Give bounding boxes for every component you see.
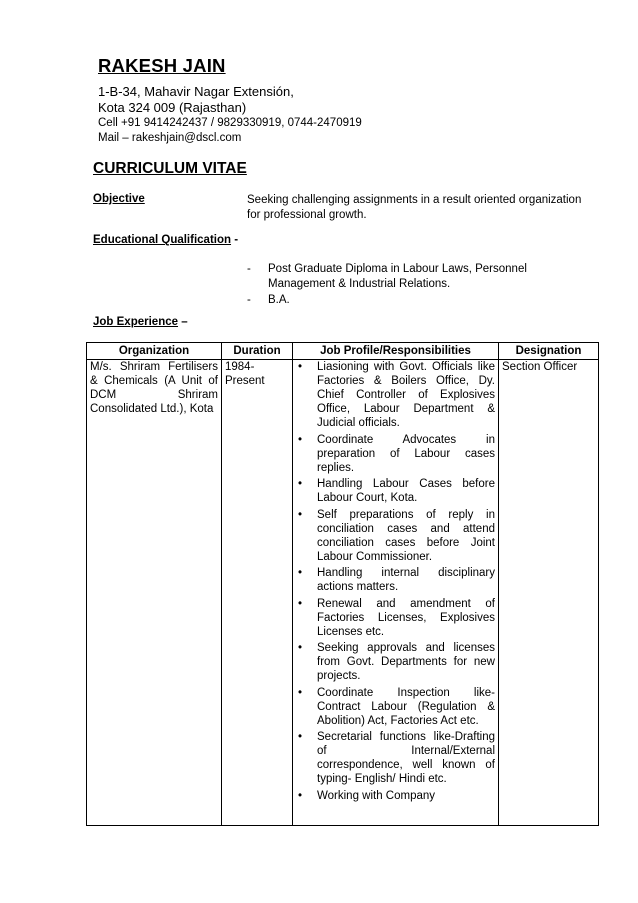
bullet-marker: • bbox=[298, 789, 303, 802]
mail-line: Mail – rakeshjain@dscl.com bbox=[98, 132, 242, 144]
list-item bbox=[296, 597, 495, 639]
list-item-text: Renewal and amendment of Factories Licenses, Explosives Licenses etc. bbox=[317, 597, 495, 638]
designation-cell: Section Officer bbox=[499, 360, 599, 826]
list-item-text: Coordinate Advocates in preparation of Labour cases replies. bbox=[317, 433, 495, 474]
bullet-marker: • bbox=[298, 731, 303, 743]
bullet-marker: • bbox=[298, 478, 303, 490]
experience-label bbox=[93, 316, 188, 328]
candidate-name: RAKESH JAIN bbox=[98, 55, 226, 76]
list-item bbox=[296, 686, 495, 728]
education-item-text: Post Graduate Diploma in Labour Laws, Personnel Management & Industrial Relations. bbox=[268, 263, 527, 290]
list-item bbox=[296, 641, 495, 683]
duration-cell: 1984-Present bbox=[222, 360, 293, 826]
list-item bbox=[296, 789, 495, 803]
bullet-marker: • bbox=[298, 642, 303, 654]
objective-label-text: Objective bbox=[93, 193, 145, 205]
objective-label bbox=[93, 193, 145, 205]
education-item bbox=[247, 262, 568, 292]
column-header-designation: Designation bbox=[499, 343, 599, 360]
dash-marker: - bbox=[247, 294, 251, 306]
list-item-text: Secretarial functions like-Drafting of Internal/External correspondence, well known of typing- English/ Hindi etc. bbox=[317, 731, 495, 785]
responsibilities-clip bbox=[296, 360, 495, 825]
education-list bbox=[247, 262, 568, 308]
responsibilities-list bbox=[296, 360, 495, 803]
list-item bbox=[296, 360, 495, 430]
education-label-text: Educational Qualification bbox=[93, 234, 232, 246]
bullet-marker: • bbox=[298, 361, 303, 373]
column-header-duration: Duration bbox=[222, 343, 293, 360]
dash-marker: - bbox=[247, 263, 251, 275]
address-line-2: Kota 324 009 (Rajasthan) bbox=[98, 100, 247, 115]
education-label-suffix: - bbox=[231, 234, 239, 246]
education-label bbox=[93, 234, 238, 246]
cv-title: CURRICULUM VITAE bbox=[93, 160, 247, 177]
responsibilities-cell bbox=[293, 360, 499, 826]
phone-line: Cell +91 9414242437 / 9829330919, 0744-2470919 bbox=[98, 117, 362, 129]
list-item-text: Working with Company bbox=[317, 789, 436, 802]
experience-label-suffix: – bbox=[178, 316, 188, 328]
list-item-text: Seeking approvals and licenses from Govt. Departments for new projects. bbox=[317, 642, 495, 682]
list-item bbox=[296, 433, 495, 475]
list-item-text: Coordinate Inspection like-Contract Labour (Regulation & Abolition) Act, Factories Act etc. bbox=[317, 686, 495, 727]
bullet-marker: • bbox=[298, 597, 303, 610]
organization-cell: M/s. Shriram Fertilisers & Chemicals (A Unit of DCM Shriram Consolidated Ltd.), Kota bbox=[87, 360, 222, 826]
column-header-organization: Organization bbox=[87, 343, 222, 360]
job-experience-table bbox=[86, 342, 599, 826]
list-item-text: Liasioning with Govt. Officials like Factories & Boilers Office, Dy. Chief Controller of Explosives Office, Labour Department & Judicial officials. bbox=[317, 361, 495, 429]
column-header-responsibilities: Job Profile/Responsibilities bbox=[293, 343, 499, 360]
list-item-text: Self preparations of reply in conciliation cases and attend conciliation cases before Joint Labour Commissioner. bbox=[317, 508, 495, 563]
list-item bbox=[296, 730, 495, 786]
table-header-row bbox=[87, 343, 599, 360]
education-item bbox=[247, 293, 568, 308]
bullet-marker: • bbox=[298, 508, 303, 521]
list-item bbox=[296, 508, 495, 564]
table-row bbox=[87, 360, 599, 826]
list-item bbox=[296, 566, 495, 594]
bullet-marker: • bbox=[298, 567, 303, 579]
education-item-text: B.A. bbox=[268, 294, 290, 306]
experience-label-text: Job Experience bbox=[93, 316, 179, 328]
address-line-1: 1-B-34, Mahavir Nagar Extensión, bbox=[98, 84, 294, 99]
bullet-marker: • bbox=[298, 433, 303, 446]
bullet-marker: • bbox=[298, 686, 303, 699]
list-item-text: Handling internal disciplinary actions matters. bbox=[317, 567, 495, 593]
list-item bbox=[296, 477, 495, 505]
objective-text: Seeking challenging assignments in a result oriented organization for professional growth. bbox=[247, 194, 582, 221]
list-item-text: Handling Labour Cases before Labour Court, Kota. bbox=[317, 478, 495, 504]
